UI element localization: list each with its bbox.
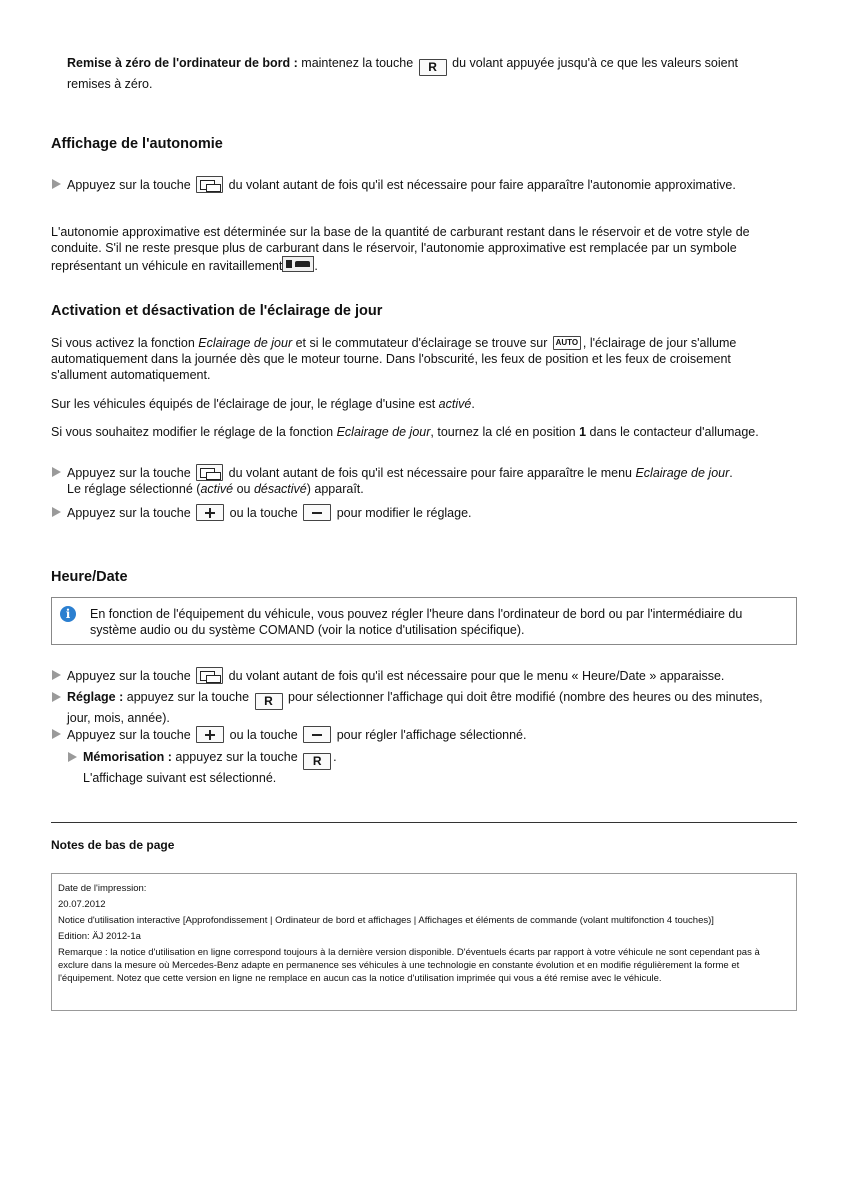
reset-paragraph: Remise à zéro de l'ordinateur de bord : maintenez la touche R du volant appuyée jusqu'à ce que les valeurs soient remises à zéro. <box>67 56 739 91</box>
print-date-label: Date de l'impression: <box>58 883 147 894</box>
triangle-bullet-icon <box>52 179 61 189</box>
remark: Remarque : la notice d'utilisation en ligne correspond toujours à la dernière version disponible. D'éventuels écarts par rapport à votre véhicule ne sont cependant pas à exclure dans la mesure où Mercedes-Benz adapte en permanence ses véhicules à une technologie en constante évolution et en modifie régulièrement la forme et l'équipement. Notez que cette version en ligne ne remplace en aucun cas la notice d'utilisation imprimée qui vous a été remise avec le véhicule. <box>58 947 760 984</box>
triangle-bullet-icon <box>52 507 61 517</box>
info-icon: i <box>60 606 76 622</box>
heure-step-3: Appuyez sur la touche ou la touche pour régler l'affichage sélectionné. <box>67 728 527 742</box>
heading-autonomie: Affichage de l'autonomie <box>51 136 223 152</box>
auto-key-icon: AUTO <box>553 336 581 350</box>
minus-key-icon <box>303 726 331 743</box>
autonomie-step: Appuyez sur la touche du volant autant de fois qu'il est nécessaire pour faire apparaître l'autonomie approximative. <box>67 178 736 192</box>
eclairage-paragraph-3: Si vous souhaitez modifier le réglage de la fonction Eclairage de jour, tournez la clé en position 1 dans le contacteur d'allumage. <box>51 425 759 439</box>
footnotes-box <box>51 873 797 1011</box>
footnotes-heading: Notes de bas de page <box>51 838 175 852</box>
r-key-icon: R <box>303 753 331 770</box>
heading-heure-date: Heure/Date <box>51 569 128 585</box>
eclairage-paragraph-1: Si vous activez la fonction Eclairage de jour et si le commutateur d'éclairage se trouve sur AUTO , l'éclairage de jour s'allume automatiquement dans la journée dès que le moteur tourne. Dans l'obscurité, les feux de position et les feux de croisement s'allument automatiquement. <box>51 336 737 382</box>
display-key-icon <box>196 667 223 684</box>
heure-step-1: Appuyez sur la touche du volant autant de fois qu'il est nécessaire pour que le menu « Heure/Date » apparaisse. <box>67 669 725 683</box>
eclairage-step-2: Appuyez sur la touche ou la touche pour modifier le réglage. <box>67 506 472 520</box>
divider <box>51 822 797 823</box>
triangle-bullet-icon <box>52 692 61 702</box>
eclairage-step-1: Appuyez sur la touche du volant autant de fois qu'il est nécessaire pour faire apparaître le menu Eclairage de jour. Le réglage sélectionné (activé ou désactivé) apparaît. <box>67 466 733 496</box>
display-key-icon <box>196 464 223 481</box>
edition: Edition: ÄJ 2012-1a <box>58 931 141 942</box>
eclairage-paragraph-2: Sur les véhicules équipés de l'éclairage de jour, le réglage d'usine est activé. <box>51 397 475 411</box>
print-date: 20.07.2012 <box>58 899 106 910</box>
triangle-bullet-icon <box>52 467 61 477</box>
r-key-icon: R <box>255 693 283 710</box>
reset-label: Remise à zéro de l'ordinateur de bord : <box>67 56 298 70</box>
heading-eclairage: Activation et désactivation de l'éclairage de jour <box>51 303 383 319</box>
heure-step-4: Mémorisation : appuyez sur la touche R . L'affichage suivant est sélectionné. <box>83 750 337 785</box>
info-text: En fonction de l'équipement du véhicule, vous pouvez régler l'heure dans l'ordinateur de bord ou par l'intermédiaire du système audio ou du système COMAND (voir la notice d'utilisation spécifique). <box>90 607 743 637</box>
minus-key-icon <box>303 504 331 521</box>
autonomie-paragraph: L'autonomie approximative est déterminée sur la base de la quantité de carburant restant dans le réservoir et de votre style de conduite. S'il ne reste presque plus de carburant dans le réservoir, l'autonomie approximative est remplacée par un symbole représentant un véhicule en ravitaillement . <box>51 225 750 273</box>
r-key-icon: R <box>419 59 447 76</box>
plus-key-icon <box>196 504 224 521</box>
display-key-icon <box>196 176 223 193</box>
notice-reference: Notice d'utilisation interactive [Approfondissement | Ordinateur de bord et affichages | Affichages et éléments de commande (volant multifonction 4 touches)] <box>58 915 714 926</box>
refuel-vehicle-icon <box>282 256 314 272</box>
triangle-bullet-icon <box>52 670 61 680</box>
plus-key-icon <box>196 726 224 743</box>
info-box <box>51 597 797 645</box>
triangle-bullet-icon <box>52 729 61 739</box>
heure-step-2: Réglage : appuyez sur la touche R pour sélectionner l'affichage qui doit être modifié (nombre des heures ou des minutes, jour, mois, année). <box>67 690 763 725</box>
triangle-bullet-icon <box>68 752 77 762</box>
